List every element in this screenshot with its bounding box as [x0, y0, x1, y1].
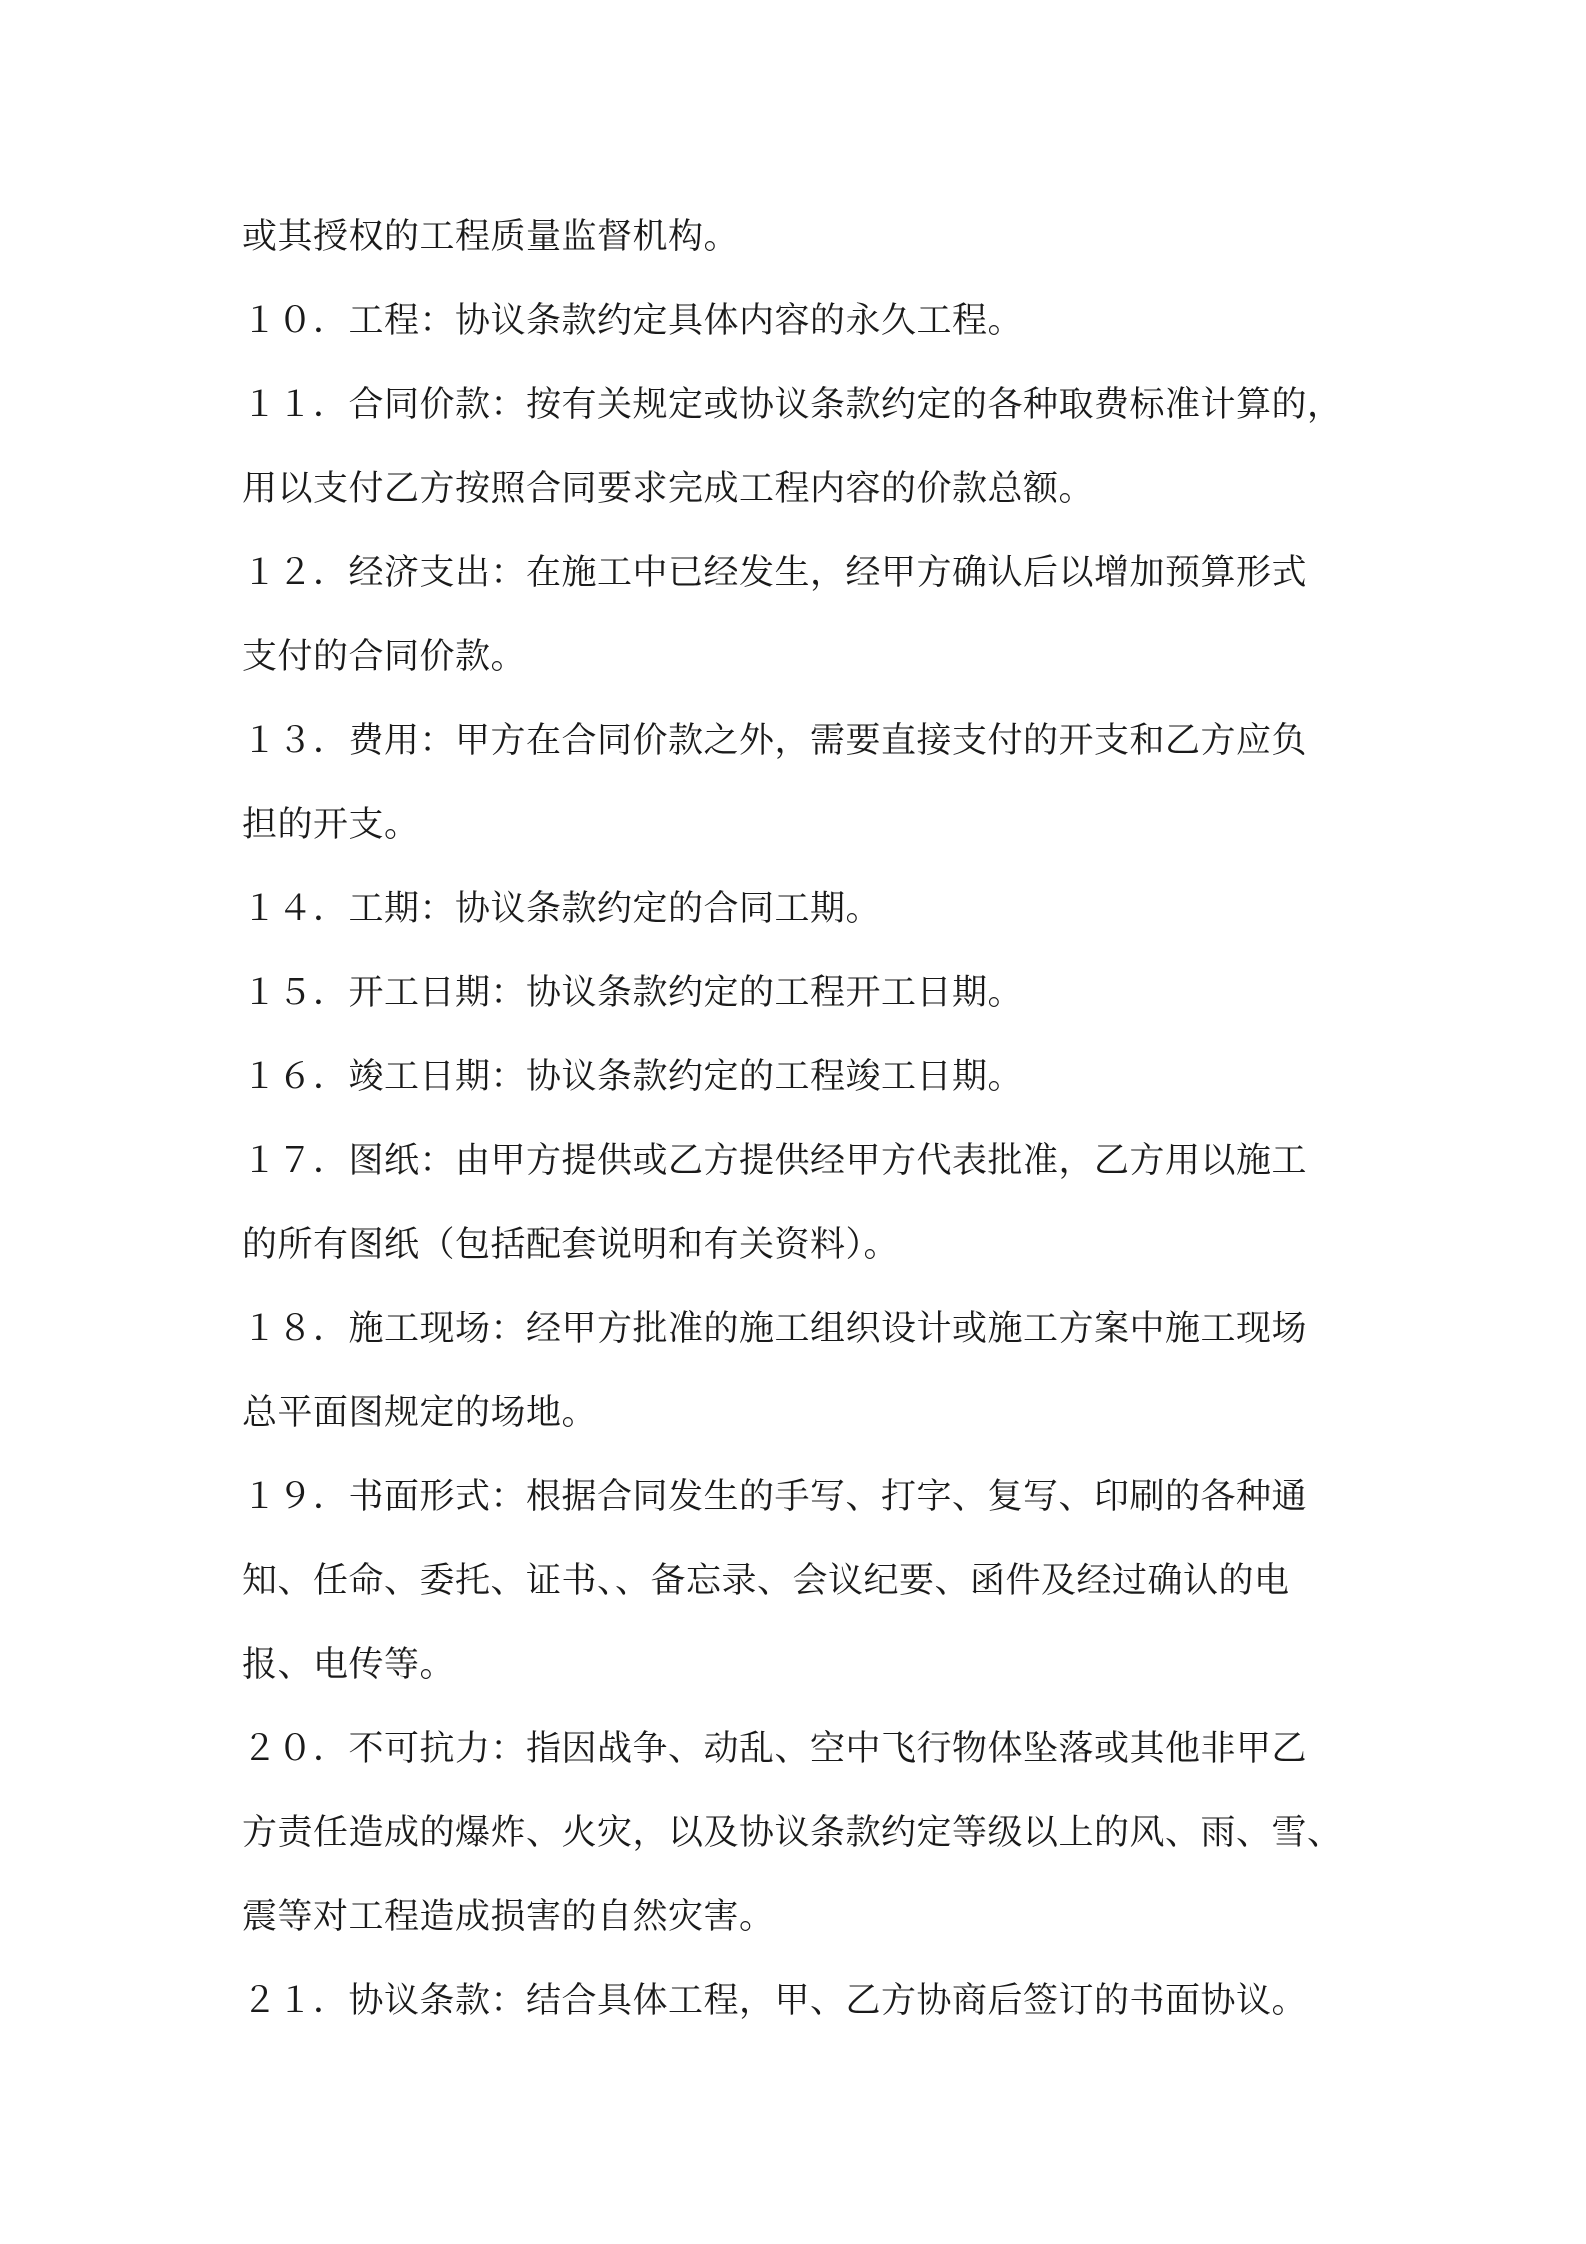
text-line: 报、电传等。: [242, 1645, 456, 1685]
text-line: １５．开工日期：协议条款约定的工程开工日期。: [242, 973, 1024, 1013]
text-line: １２．经济支出：在施工中已经发生，经甲方确认后以增加预算形式: [242, 553, 1308, 593]
text-line: 知、任命、委托、证书、、备忘录、会议纪要、函件及经过确认的电: [242, 1561, 1290, 1601]
text-line: 的所有图纸（包括配套说明和有关资料）。: [242, 1225, 900, 1265]
text-line: １９．书面形式：根据合同发生的手写、打字、复写、印刷的各种通: [242, 1477, 1308, 1517]
text-line: １３．费用：甲方在合同价款之外，需要直接支付的开支和乙方应负: [242, 721, 1308, 761]
text-line: １０．工程：协议条款约定具体内容的永久工程。: [242, 301, 1024, 341]
text-line: 震等对工程造成损害的自然灾害。: [242, 1897, 775, 1937]
text-line: １８．施工现场：经甲方批准的施工组织设计或施工方案中施工现场: [242, 1309, 1308, 1349]
text-line: １４．工期：协议条款约定的合同工期。: [242, 889, 882, 929]
text-line: 支付的合同价款。: [242, 637, 527, 677]
document-body: [242, 195, 1357, 2043]
text-line: 总平面图规定的场地。: [242, 1393, 598, 1433]
text-line: １６．竣工日期：协议条款约定的工程竣工日期。: [242, 1057, 1024, 1097]
text-line: 担的开支。: [242, 805, 420, 845]
text-line: １１．合同价款：按有关规定或协议条款约定的各种取费标准计算的，: [242, 385, 1343, 425]
text-line: 或其授权的工程质量监督机构。: [242, 217, 740, 257]
text-line: ２１．协议条款：结合具体工程，甲、乙方协商后签订的书面协议。: [242, 1981, 1308, 2021]
text-line: １７．图纸：由甲方提供或乙方提供经甲方代表批准，乙方用以施工: [242, 1141, 1308, 1181]
text-line: 方责任造成的爆炸、火灾，以及协议条款约定等级以上的风、雨、雪、: [242, 1813, 1343, 1853]
text-line: ２０．不可抗力：指因战争、动乱、空中飞行物体坠落或其他非甲乙: [242, 1729, 1308, 1769]
text-line: 用以支付乙方按照合同要求完成工程内容的价款总额。: [242, 469, 1095, 509]
